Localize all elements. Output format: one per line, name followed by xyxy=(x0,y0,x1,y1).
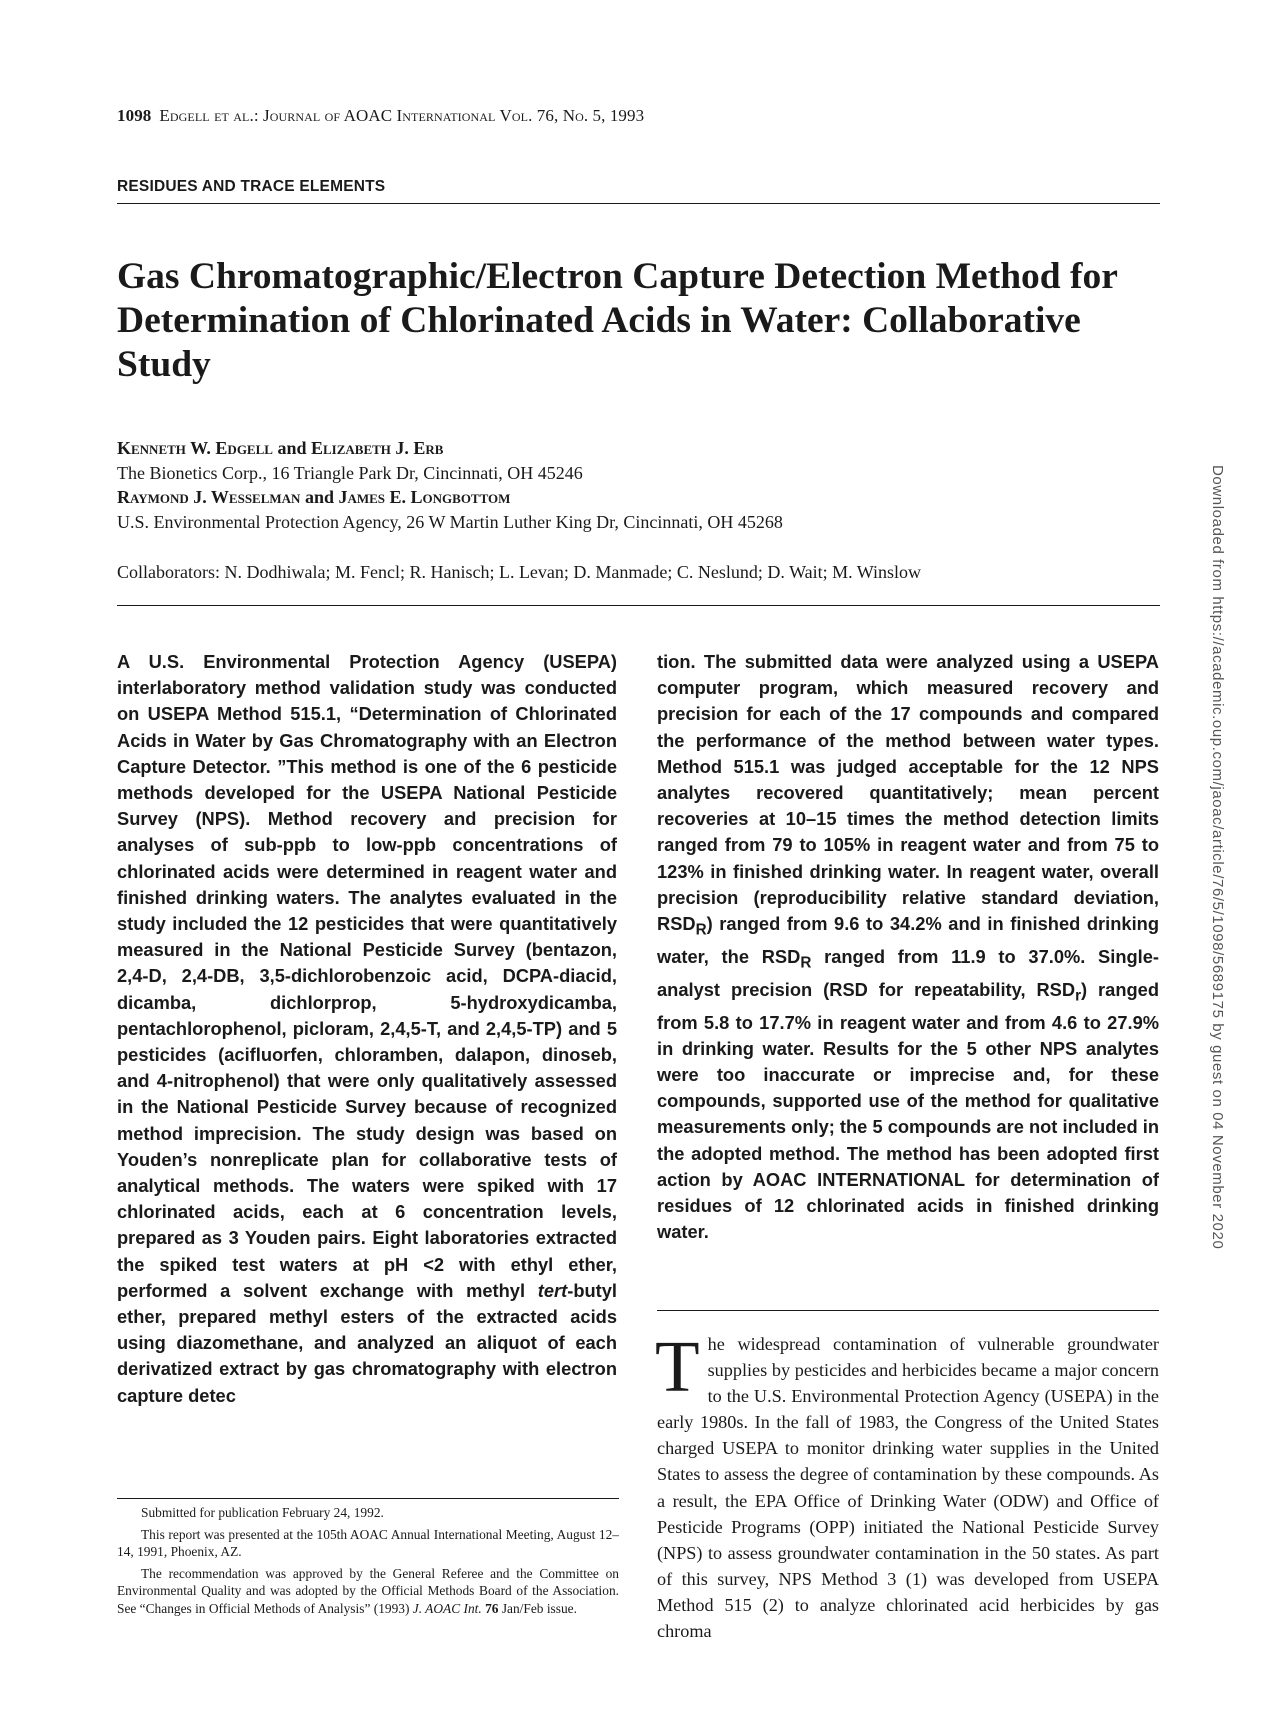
affiliation-1: The Bionetics Corp., 16 Triangle Park Dr, Cincinnati, OH 45246 xyxy=(117,462,583,483)
footnote-text: Jan/Feb issue. xyxy=(501,1600,577,1616)
footnote-recommendation xyxy=(117,1565,619,1618)
affiliation-2: U.S. Environmental Protection Agency, 26 W Martin Luther King Dr, Cincinnati, OH 45268 xyxy=(117,511,783,532)
abstract-end-rule xyxy=(657,1310,1159,1311)
author-conjunction: and xyxy=(304,487,334,507)
author-names: James E. Longbottom xyxy=(338,487,511,507)
abstract-paragraph xyxy=(117,649,617,1409)
body-column xyxy=(655,1326,1159,1644)
download-watermark: Downloaded from https://academic.oup.com/jaoac/article/76/5/1098/5689175 by guest on 04 November 2020 xyxy=(1209,465,1226,1250)
running-head xyxy=(117,106,644,126)
body-text: he widespread contamination of vulnerable groundwater supplies by pesticides and herbicides became a major concern to the U.S. Environmental Protection Agency (USEPA) in the early 1980s. In the fall of 1983, the Congress of the United States charged USEPA to monitor drinking water supplies in the United States to assess the degree of contamination by these compounds. As a result, the EPA Office of Drinking Water (ODW) and Office of Pesticide Programs (OPP) initiated the National Pesticide Survey (NPS) to assess groundwater contamination in the 50 states. As part of this survey, NPS Method 3 (1) was developed from USEPA Method 515 (2) to analyze chlorinated acid herbicides by gas chroma xyxy=(657,1334,1159,1642)
journal-abbrev: J. AOAC Int. xyxy=(412,1600,482,1616)
body-paragraph xyxy=(655,1326,1159,1644)
author-names: Raymond J. Wesselman xyxy=(117,487,301,507)
author-conjunction: and xyxy=(277,438,307,458)
abstract-right-column xyxy=(657,649,1159,1245)
abstract-left-column xyxy=(117,649,617,1409)
abstract-text: ) ranged from 9.6 to 34.2% and in finished drinking water, the RSD xyxy=(657,913,1159,967)
author-names: Elizabeth J. Erb xyxy=(310,438,444,458)
abstract-rule xyxy=(117,605,1160,606)
page-number: 1098 xyxy=(117,106,152,125)
abstract-text: ) ranged from 5.8 to 17.7% in reagent water and from 4.6 to 27.9% in drinking water. Results for the 5 other NPS analytes were too inaccurate or imprecise and, for these compounds, supported use of the method for qualitative measurements only; the 5 compounds are not included in the adopted method. The method has been adopted first action by AOAC INTERNATIONAL for determination of residues of 12 chlorinated acids in finished drinking water. xyxy=(657,978,1159,1243)
collaborators: Collaborators: N. Dodhiwala; M. Fencl; R. Hanisch; L. Levan; D. Manmade; C. Neslund; D. Wait; M. Winslow xyxy=(117,562,922,582)
abstract-text: A U.S. Environmental Protection Agency (USEPA) interlaboratory method validation study was conducted on USEPA Method 515.1, “Determination of Chlorinated Acids in Water by Gas Chromatography with an Electron Capture Detector. ”This method is one of the 6 pesticide methods developed for the USEPA National Pesticide Survey (NPS). Method recovery and precision for analyses of sub-ppb to low-ppb concentrations of chlorinated acids were determined in reagent water and finished drinking waters. The analytes evaluated in the study included the 12 pesticides that were quantitatively measured in the National Pesticide Survey (bentazon, 2,4-D, 2,4-DB, 3,5-dichlorobenzoic acid, DCPA-diacid, dicamba, dichlorprop, 5-hydroxydicamba, pentachlorophenol, picloram, 2,4,5-T, and 2,4,5-TP) and 5 pesticides (acifluorfen, chloramben, dalapon, dinoseb, and 4-nitrophenol) that were only qualitatively assessed in the National Pesticide Survey because of recognized method imprecision. The study design was based on Youden’s nonreplicate plan for collaborative tests of analytical methods. The waters were spiked with 17 chlorinated acids, each at 6 concentration levels, prepared as 3 Youden pairs. Eight laboratories extracted the spiked test waters at pH <2 with ethyl ether, performed a solvent exchange with methyl xyxy=(117,651,617,1301)
footnotes xyxy=(117,1504,619,1622)
abstract-paragraph xyxy=(657,649,1159,1245)
footnote-rule xyxy=(117,1498,619,1499)
author-names: Kenneth W. Edgell xyxy=(117,438,273,458)
journal-citation: Edgell et al.: Journal of AOAC International Vol. 76, No. 5, 1993 xyxy=(159,106,645,125)
subscript: R xyxy=(695,921,707,939)
abstract-text: tion. The submitted data were analyzed using a USEPA computer program, which measured recovery and precision for each of the 17 compounds and compared the performance of the method between water types. Method 515.1 was judged acceptable for the 12 NPS analytes recovered quantitatively; mean percent recoveries at 10–15 times the method detection limits ranged from 79 to 105% in reagent water and from 75 to 123% in finished drinking water. In reagent water, overall precision (reproducibility relative standard deviation, RSD xyxy=(657,651,1159,935)
footnote-submitted: Submitted for publication February 24, 1992. xyxy=(141,1505,384,1520)
drop-cap: T xyxy=(655,1326,700,1407)
abstract-text: -butyl ether, prepared methyl esters of the extracted acids using diazomethane, and analyzed an aliquot of each derivatized extract by gas chromatography with electron capture detec xyxy=(117,1279,617,1406)
author-block xyxy=(117,436,783,534)
abstract-italic: tert xyxy=(537,1279,568,1301)
author-line-2 xyxy=(117,485,783,510)
header-rule xyxy=(117,203,1160,204)
author-line-1 xyxy=(117,436,783,461)
journal-volume: 76 xyxy=(485,1600,499,1616)
subscript: r xyxy=(1075,987,1082,1005)
subscript: R xyxy=(800,954,812,972)
article-title: Gas Chromatographic/Electron Capture Detection Method for Determination of Chlorinated Acids in Water: Collaborative Study xyxy=(117,256,1118,385)
footnote-text: The recommendation was approved by the General Referee and the Committee on Environmental Quality and was adopted by the Official Methods Board of the Association. See “Changes in Official Methods of Analysis” (1993) xyxy=(117,1565,619,1616)
section-heading: RESIDUES AND TRACE ELEMENTS xyxy=(117,178,386,195)
footnote-presented: This report was presented at the 105th AOAC Annual International Meeting, August 12–14, 1991, Phoenix, AZ. xyxy=(117,1526,619,1560)
abstract-text: ranged from 11.9 to 37.0%. Single-analyst precision (RSD for repeatability, RSD xyxy=(657,945,1159,1000)
